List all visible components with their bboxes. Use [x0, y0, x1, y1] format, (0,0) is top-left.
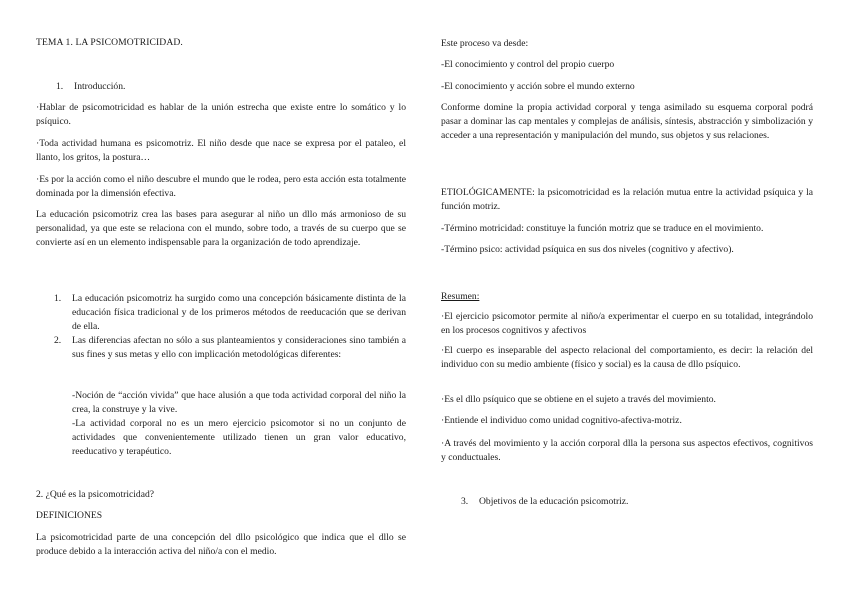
list-item: [54, 292, 406, 334]
paragraph-definicion: La psicomotricidad parte de una concepción del dllo psicológico que indica que el dllo se produce debido a la interacción activa del niño/a con el medio.: [36, 532, 406, 557]
paragraph-accion: ·Es por la acción como el niño descubre el mundo que le rodea, pero esta acción esta totalmente dominada por la dimensión efectiva.: [36, 174, 406, 199]
intro-heading: [56, 80, 386, 94]
proceso-heading: Este proceso va desde:: [441, 38, 529, 49]
list-item-number: 2.: [54, 335, 62, 346]
objetivos-heading: [461, 495, 791, 509]
resumen-heading: Resumen:: [441, 291, 480, 302]
paragraph-actividad-humana: ·Toda actividad humana es psicomotriz. El niño desde que nace se expresa por el pataleo, el llanto, los gritos, la postura…: [36, 138, 406, 163]
etiologicamente-label: ETIOLÓGICAMENTE:: [441, 187, 535, 198]
section-heading-que-es: 2. ¿Qué es la psicomotricidad?: [36, 489, 155, 500]
subpoint-actividad-corporal: -La actividad corporal no es un mero ejercicio psicomotor si no un conjunto de actividades que convenientemente utilizado tienen un gran valor educativo, reeducativo y terapéutico.: [72, 418, 406, 457]
resumen-item: ·El ejercicio psicomotor permite al niño/a experimentar el cuerpo en su totalidad, integrándolo en los procesos cognitivos y afectivos: [441, 311, 813, 336]
list-item-number: 1.: [54, 293, 62, 304]
objetivos-number: 3.: [461, 496, 469, 507]
resumen-item: ·Entiende el individuo como unidad cognitivo-afectiva-motriz.: [441, 415, 682, 426]
resumen-item: ·Es el dllo psíquico que se obtiene en el sujeto a través del movimiento.: [441, 394, 716, 405]
resumen-item: ·El cuerpo es inseparable del aspecto relacional del comportamiento, es decir: la relación del individuo con su medio ambiente (físico y social) es la causa de dllo psíquico.: [441, 345, 813, 370]
paragraph-union: ·Hablar de psicomotricidad es hablar de la unión estrecha que existe entre lo somático y lo psíquico.: [36, 102, 406, 127]
definiciones-heading: DEFINICIONES: [36, 510, 103, 521]
paragraph-educacion-psicomotriz: La educación psicomotriz crea las bases para asegurar al niño un dllo más armonioso de su personalidad, ya que este se relaciona con el mundo, sobre todo, a través de su cuerpo que se convierte así en un elemento indispensable para la organización de todo aprendizaje.: [36, 209, 406, 248]
list-item: [54, 334, 406, 376]
termino-motricidad: -Término motricidad: constituye la función motriz que se traduce en el movimiento.: [441, 223, 764, 234]
intro-number: 1.: [56, 81, 64, 92]
paragraph-etiologicamente: [441, 186, 813, 214]
subpoint-accion-vivida: -Noción de “acción vivida” que hace alusión a que toda actividad corporal del niño la crea, la construye y la vive.: [72, 390, 406, 415]
resumen-item: ·A través del movimiento y la acción corporal dlla la persona sus aspectos efectivos, cognitivos y conductuales.: [441, 438, 813, 463]
objetivos-label: Objetivos de la educación psicomotriz.: [479, 496, 629, 507]
etiologicamente-text: la psicomotricidad es la relación mutua entre la actividad psíquica y la función motriz.: [441, 187, 813, 212]
proceso-item: -El conocimiento y acción sobre el mundo externo: [441, 81, 635, 92]
intro-label: Introducción.: [74, 81, 126, 92]
proceso-item: -El conocimiento y control del propio cuerpo: [441, 59, 615, 70]
list-item-text: La educación psicomotriz ha surgido como una concepción básicamente distinta de la educación física tradicional y de los primeros métodos de reeducación que se derivan de ella.: [72, 293, 406, 332]
termino-psico: -Término psico: actividad psíquica en sus dos niveles (cognitivo y afectivo).: [441, 244, 734, 255]
list-item-text: Las diferencias afectan no sólo a sus planteamientos y consideraciones sino también a sus fines y sus metas y ello con implicación metodológicas diferentes:: [72, 335, 406, 360]
page-title: TEMA 1. LA PSICOMOTRICIDAD.: [36, 37, 183, 48]
paragraph-conforme: Conforme domine la propia actividad corporal y tenga asimilado su esquema corporal podrá pasar a dominar las cap mentales y complejas de análisis, síntesis, abstracción y simbolización y acceder a una representación y manipulación del mundo, sus objetos y sus relaciones.: [441, 102, 813, 141]
